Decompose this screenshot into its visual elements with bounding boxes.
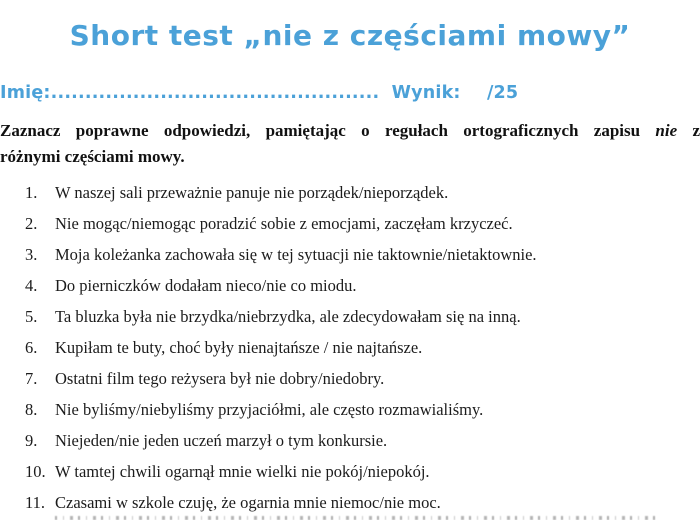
score-label: Wynik: <box>391 83 461 103</box>
item-text: W tamtej chwili ogarnął mnie wielki nie pokój/niepokój. <box>55 462 430 481</box>
item-text: Nie mogąc/niemogąc poradzić sobie z emocjami, zaczęłam krzyczeć. <box>55 214 513 233</box>
instruction-text-pre: Zaznacz poprawne odpowiedzi, pamiętając o regułach ortograficznych zapisu <box>0 121 641 140</box>
list-item <box>25 493 700 513</box>
item-number: 6. <box>25 338 38 357</box>
list-item <box>25 400 700 420</box>
clipped-next-line <box>55 516 655 520</box>
item-number: 7. <box>25 369 38 388</box>
item-number: 1. <box>25 183 38 202</box>
list-item <box>25 245 700 265</box>
item-text: Nie byliśmy/niebyliśmy przyjaciółmi, ale często rozmawialiśmy. <box>55 400 484 419</box>
list-item <box>25 369 700 389</box>
item-number: 2. <box>25 214 38 233</box>
list-item <box>25 462 700 482</box>
item-text: Do pierniczków dodałam nieco/nie co miodu. <box>55 276 357 295</box>
name-fill-dots: ................................................ <box>50 83 380 103</box>
name-label: Imię: <box>0 83 51 103</box>
list-item <box>25 338 700 358</box>
item-number: 9. <box>25 431 38 450</box>
question-list <box>25 183 700 513</box>
item-text: Moja koleżanka zachowała się w tej sytuacji nie taktownie/nietaktownie. <box>55 245 537 264</box>
item-text: W naszej sali przeważnie panuje nie porządek/nieporządek. <box>55 183 449 202</box>
item-number: 4. <box>25 276 38 295</box>
name-score-line <box>0 81 700 105</box>
item-text: Kupiłam te buty, choć były nienajtańsze / nie najtańsze. <box>55 338 423 357</box>
list-item <box>25 431 700 451</box>
instruction-line-2: różnymi częściami mowy. <box>0 147 185 166</box>
score-value: /25 <box>486 83 519 103</box>
page-title: Short test „nie z częściami mowy” <box>69 19 631 52</box>
instruction-line-1 <box>0 118 700 144</box>
item-number: 3. <box>25 245 38 264</box>
item-number: 11. <box>25 493 46 512</box>
item-text: Czasami w szkole czuję, że ogarnia mnie niemoc/nie moc. <box>55 493 441 512</box>
item-number: 5. <box>25 307 38 326</box>
list-item <box>25 214 700 234</box>
list-item <box>25 183 700 203</box>
instruction-emphasis: nie <box>655 121 678 140</box>
list-item <box>25 276 700 296</box>
list-item <box>25 307 700 327</box>
item-text: Ostatni film tego reżysera był nie dobry/niedobry. <box>55 369 385 388</box>
instruction <box>0 118 700 170</box>
item-number: 8. <box>25 400 38 419</box>
instruction-text-post: z <box>692 121 700 140</box>
item-number: 10. <box>25 462 46 481</box>
item-text: Ta bluzka była nie brzydka/niebrzydka, ale zdecydowałam się na inną. <box>55 307 521 326</box>
item-text: Niejeden/nie jeden uczeń marzył o tym konkursie. <box>55 431 388 450</box>
